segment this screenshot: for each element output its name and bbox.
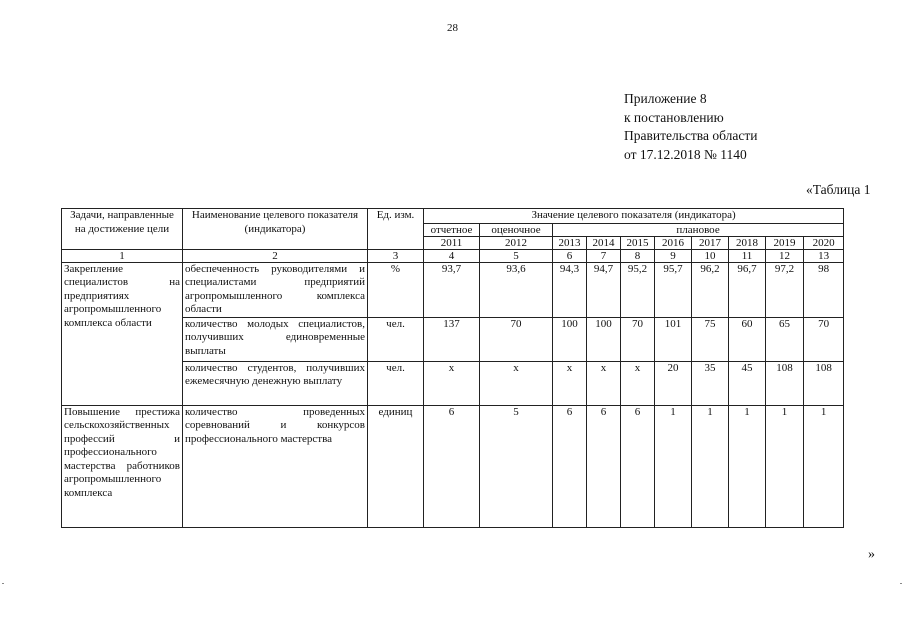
header-year: 2014 (587, 236, 621, 249)
task-cell: Закрепление специалистов на предприятиях агропромышленного комплекса области (62, 262, 183, 405)
value-cell: 1 (655, 405, 692, 527)
value-cell: 108 (804, 361, 844, 405)
column-number: 5 (480, 249, 553, 262)
value-cell: 1 (766, 405, 804, 527)
column-number: 6 (553, 249, 587, 262)
column-number: 11 (729, 249, 766, 262)
unit-cell: % (368, 262, 424, 317)
indicator-cell: количество студентов, получивших ежемесячную денежную выплату (183, 361, 368, 405)
value-cell: 94,3 (553, 262, 587, 317)
value-cell: 1 (729, 405, 766, 527)
column-number: 2 (183, 249, 368, 262)
column-number-row (62, 249, 844, 262)
indicators-table (61, 208, 844, 528)
value-cell: х (424, 361, 480, 405)
value-cell: 6 (553, 405, 587, 527)
value-cell: 70 (480, 317, 553, 361)
unit-cell: чел. (368, 317, 424, 361)
table-row (62, 262, 844, 317)
value-cell: 98 (804, 262, 844, 317)
value-cell: 93,6 (480, 262, 553, 317)
table-row (62, 405, 844, 527)
value-cell: 45 (729, 361, 766, 405)
value-cell: 100 (587, 317, 621, 361)
value-cell: х (553, 361, 587, 405)
task-cell: Повышение престижа сельскохозяйственных профессий и профессионального мастерства работников агропромышленного комплекса (62, 405, 183, 527)
appendix-line: к постановлению (624, 109, 724, 125)
value-cell: 96,2 (692, 262, 729, 317)
value-cell: 60 (729, 317, 766, 361)
header-year: 2018 (729, 236, 766, 249)
value-cell: 96,7 (729, 262, 766, 317)
value-cell: х (480, 361, 553, 405)
value-cell: 94,7 (587, 262, 621, 317)
appendix-block (624, 90, 757, 164)
header-indicator-name: Наименование целевого показателя (индикатора) (183, 209, 368, 250)
value-cell: 65 (766, 317, 804, 361)
column-number: 13 (804, 249, 844, 262)
header-year: 2015 (621, 236, 655, 249)
value-cell: 6 (621, 405, 655, 527)
page-number: 28 (447, 22, 458, 34)
value-cell: 70 (621, 317, 655, 361)
indicator-cell: обеспеченность руководителями и специалистами предприятий агропромышленного комплекса области (183, 262, 368, 317)
table-caption: «Таблица 1 (806, 182, 871, 197)
value-cell: 95,7 (655, 262, 692, 317)
column-number: 4 (424, 249, 480, 262)
column-number: 1 (62, 249, 183, 262)
scan-mark (900, 583, 902, 584)
header-value-group: Значение целевого показателя (индикатора) (424, 209, 844, 224)
header-year: 2013 (553, 236, 587, 249)
column-number: 10 (692, 249, 729, 262)
header-year: 2020 (804, 236, 844, 249)
value-cell: 95,2 (621, 262, 655, 317)
value-cell: 5 (480, 405, 553, 527)
header-year: 2017 (692, 236, 729, 249)
appendix-line: от 17.12.2018 № 1140 (624, 146, 747, 162)
header-tasks: Задачи, направленные на достижение цели (62, 209, 183, 250)
value-cell: 20 (655, 361, 692, 405)
appendix-line: Правительства области (624, 128, 758, 143)
unit-cell: чел. (368, 361, 424, 405)
value-cell: 108 (766, 361, 804, 405)
value-cell: 100 (553, 317, 587, 361)
header-year: 2011 (424, 236, 480, 249)
closing-quote: » (868, 547, 875, 562)
appendix-line: Приложение 8 (624, 91, 707, 106)
value-cell: 93,7 (424, 262, 480, 317)
header-year: 2016 (655, 236, 692, 249)
value-cell: 35 (692, 361, 729, 405)
indicator-cell: количество молодых специалистов, получивших единовременные выплаты (183, 317, 368, 361)
unit-cell: единиц (368, 405, 424, 527)
value-cell: 70 (804, 317, 844, 361)
column-number: 9 (655, 249, 692, 262)
value-cell: 1 (804, 405, 844, 527)
scan-mark (2, 583, 4, 584)
header-unit: Ед. изм. (368, 209, 424, 250)
header-planned: плановое (553, 223, 844, 236)
value-cell: х (587, 361, 621, 405)
header-reporting: отчетное (424, 223, 480, 236)
header-year: 2012 (480, 236, 553, 249)
header-estimated: оценочное (480, 223, 553, 236)
value-cell: х (621, 361, 655, 405)
indicator-cell: количество проведенных соревнований и конкурсов профессионального мастерства (183, 405, 368, 527)
value-cell: 137 (424, 317, 480, 361)
value-cell: 1 (692, 405, 729, 527)
value-cell: 6 (587, 405, 621, 527)
value-cell: 101 (655, 317, 692, 361)
column-number: 3 (368, 249, 424, 262)
column-number: 7 (587, 249, 621, 262)
header-year: 2019 (766, 236, 804, 249)
value-cell: 6 (424, 405, 480, 527)
value-cell: 75 (692, 317, 729, 361)
column-number: 8 (621, 249, 655, 262)
column-number: 12 (766, 249, 804, 262)
value-cell: 97,2 (766, 262, 804, 317)
